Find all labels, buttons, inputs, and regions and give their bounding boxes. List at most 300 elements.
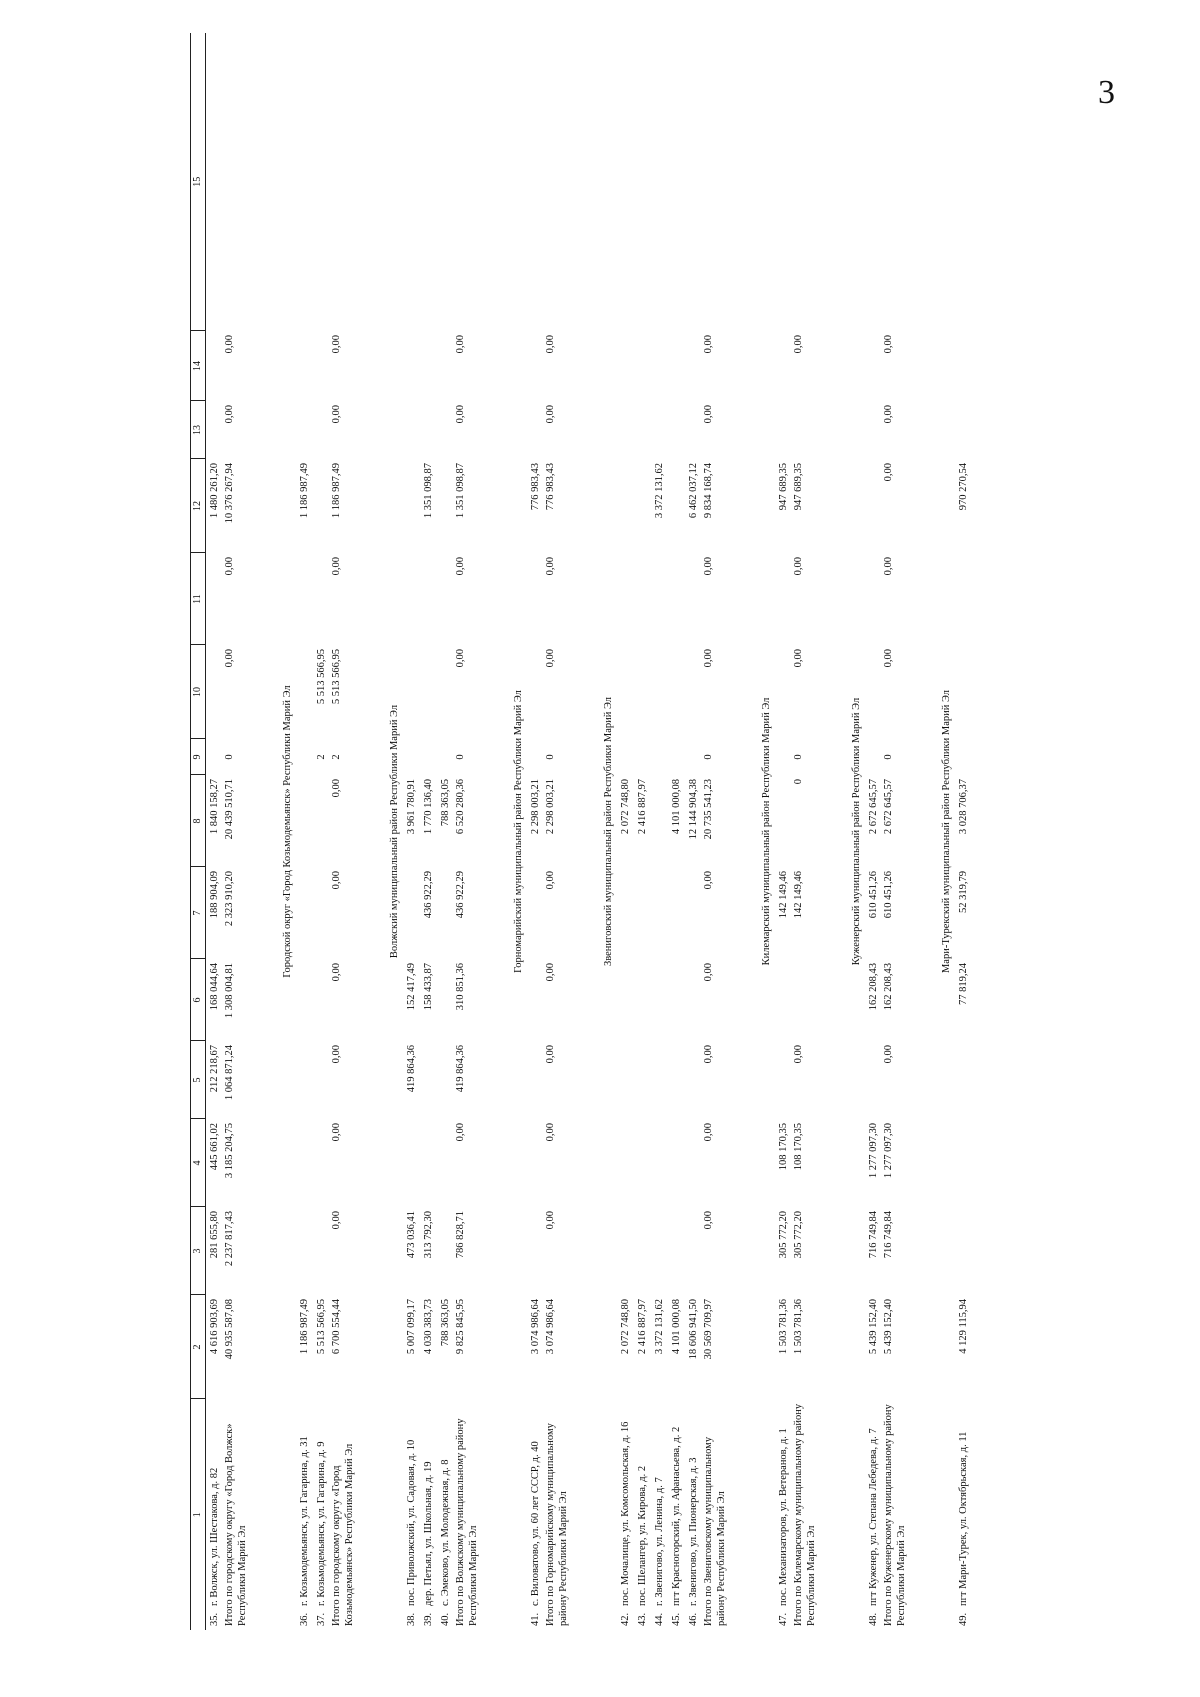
value-cell-c13: 947 689,35 — [778, 463, 789, 511]
value-cell-c11: 5 513 566,95 — [331, 649, 342, 705]
value-cell-c6 — [617, 1041, 634, 1119]
column-header: 10 — [191, 645, 206, 739]
address-group — [296, 1399, 313, 1630]
value-cell-c6 — [527, 1041, 544, 1119]
value-cell-c8 — [685, 867, 702, 959]
value-cell-c9: 1 770 136,40 — [423, 779, 434, 835]
value-cell-c11: 0,00 — [455, 649, 466, 668]
address-cell: г. Козьмодемьянск, ул. Гагарина, д. 31 — [299, 1436, 310, 1606]
value-cell-c4 — [527, 1207, 544, 1295]
value-cell-c12 — [296, 553, 313, 645]
value-cell-c9 — [775, 775, 792, 867]
value-cell-c7 — [313, 959, 330, 1041]
value-cell-c14: 0,00 — [331, 405, 342, 424]
value-cell-c13: 776 983,43 — [530, 463, 541, 511]
value-cell-c6 — [668, 1041, 685, 1119]
total-row — [544, 33, 594, 1630]
value-cell-c10 — [296, 739, 313, 775]
section-header-row — [752, 33, 775, 1630]
value-cell-c8: 52 319,79 — [958, 871, 969, 913]
value-cell-c5: 108 170,35 — [778, 1123, 789, 1171]
value-cell-c12 — [420, 553, 437, 645]
address-group — [685, 1399, 702, 1630]
value-cell-c9: 788 363,05 — [440, 779, 451, 827]
row-number: 46. — [688, 1612, 699, 1626]
value-cell-c12: 0,00 — [703, 557, 714, 576]
row-number: 35. — [209, 1612, 220, 1626]
table-row — [775, 33, 792, 1630]
value-cell-c15 — [685, 331, 702, 401]
value-cell-c3: 2 416 887,97 — [637, 1299, 648, 1355]
value-cell-c15: 0,00 — [455, 335, 466, 354]
value-cell-c11 — [668, 645, 685, 739]
value-cell-c8 — [437, 867, 454, 959]
section-title: Куженерский муниципальный район Республики Марий Эл — [851, 697, 862, 966]
table-row — [617, 33, 634, 1630]
value-cell-c8 — [617, 867, 634, 959]
value-cell-c12: 0,00 — [793, 557, 804, 576]
row-number: 41. — [530, 1612, 541, 1626]
value-cell-c9: 2 672 645,57 — [868, 779, 879, 835]
value-cell-c3: 6 700 554,44 — [331, 1299, 342, 1355]
column-header: 9 — [191, 739, 206, 775]
value-cell-c14: 0,00 — [883, 405, 894, 424]
row-number: 43. — [637, 1612, 648, 1626]
value-cell-c7 — [617, 959, 634, 1041]
value-cell-c3: 5 007 099,17 — [406, 1299, 417, 1355]
table-row — [403, 33, 420, 1630]
row-number: 48. — [868, 1612, 879, 1626]
value-cell-c4 — [651, 1207, 668, 1295]
value-cell-c5 — [437, 1119, 454, 1207]
value-cell-c11: 0,00 — [224, 649, 235, 668]
value-cell-c6 — [955, 1041, 972, 1119]
value-cell-c3: 3 074 986,64 — [530, 1299, 541, 1355]
value-cell-c6 — [685, 1041, 702, 1119]
value-cell-c3: 3 074 986,64 — [545, 1299, 556, 1355]
value-cell-c13: 947 689,35 — [793, 463, 804, 511]
value-cell-c6 — [651, 1041, 668, 1119]
row-number: 40. — [440, 1612, 451, 1626]
value-cell-c7: 152 417,49 — [406, 963, 417, 1011]
value-cell-c7 — [792, 959, 842, 1041]
section-title: Звениговский муниципальный район Республики Марий Эл — [603, 696, 614, 967]
column-header: 11 — [191, 553, 206, 645]
value-cell-c7: 158 433,87 — [423, 963, 434, 1011]
value-cell-c3: 5 513 566,95 — [316, 1299, 327, 1355]
value-cell-c5: 3 185 204,75 — [224, 1123, 235, 1179]
address-group — [955, 1399, 972, 1630]
column-header: 8 — [191, 775, 206, 867]
value-cell-c14 — [955, 401, 972, 459]
address-group — [865, 1399, 882, 1630]
table-row — [527, 33, 544, 1630]
value-cell-c3: 2 072 748,80 — [620, 1299, 631, 1355]
total-label: Итого по городскому округу «Город Волжск» Республики Марий Эл — [224, 1423, 248, 1626]
value-cell-c14 — [617, 401, 634, 459]
total-label: Итого по Килемарскому муниципальному району Республики Марий Эл — [793, 1403, 817, 1626]
value-cell-c4: 716 749,84 — [883, 1211, 894, 1259]
value-cell-c10 — [668, 739, 685, 775]
value-cell-c10 — [634, 739, 651, 775]
value-cell-c10 — [206, 739, 224, 775]
address-group — [403, 1399, 420, 1630]
address-cell: г. Звенигово, ул. Пионерская, д. 3 — [688, 1457, 699, 1606]
value-cell-c12 — [865, 553, 882, 645]
value-cell-c8: 188 904,09 — [209, 871, 220, 919]
address-cell: пгт Мари-Турек, ул. Октябрьская, д. 11 — [958, 1431, 969, 1606]
value-cell-c14 — [634, 401, 651, 459]
value-cell-c9: 20 439 510,71 — [224, 779, 235, 840]
value-cell-c4: 313 792,30 — [423, 1211, 434, 1259]
value-cell-c6 — [437, 1041, 454, 1119]
value-cell-c4: 786 828,71 — [455, 1211, 466, 1259]
address-cell: г. Звенигово, ул. Ленина, д. 7 — [654, 1477, 665, 1606]
value-cell-c10 — [420, 739, 437, 775]
value-cell-c4: 0,00 — [545, 1211, 556, 1230]
value-cell-c4 — [668, 1207, 685, 1295]
value-cell-c6: 419 864,36 — [406, 1045, 417, 1093]
header-row — [191, 33, 206, 1630]
address-cell: с. Виловатово, ул. 60 лет СССР, д. 40 — [530, 1441, 541, 1606]
table-row — [206, 33, 224, 1630]
value-cell-c4 — [296, 1207, 313, 1295]
value-cell-c15 — [206, 331, 224, 401]
value-cell-c9: 2 672 645,57 — [883, 779, 894, 835]
value-cell-c12: 0,00 — [455, 557, 466, 576]
value-cell-c15 — [296, 331, 313, 401]
value-cell-c14 — [527, 401, 544, 459]
value-cell-c4: 281 655,80 — [209, 1211, 220, 1259]
value-cell-c14: 0,00 — [703, 405, 714, 424]
value-cell-c3: 1 186 987,49 — [299, 1299, 310, 1355]
address-cell: пос. Механизаторов, ул. Ветеранов, д. 1 — [778, 1428, 789, 1606]
value-cell-c5: 1 277 097,30 — [883, 1123, 894, 1179]
value-cell-c10: 2 — [316, 754, 327, 760]
value-cell-c3: 1 503 781,36 — [793, 1299, 804, 1355]
value-cell-c6 — [775, 1041, 792, 1119]
value-cell-c12 — [955, 553, 972, 645]
value-cell-c8 — [403, 867, 420, 959]
value-cell-c11 — [403, 645, 420, 739]
address-group — [420, 1399, 437, 1630]
value-cell-c11 — [651, 645, 668, 739]
value-cell-c12 — [527, 553, 544, 645]
section-title: Горномарийский муниципальный район Республики Марий Эл — [513, 690, 524, 973]
section-title: Килемарский муниципальный район Республики Марий Эл — [761, 697, 772, 966]
value-cell-c11 — [437, 645, 454, 739]
value-cell-c6: 212 218,67 — [209, 1045, 220, 1093]
table-row — [651, 33, 668, 1630]
value-cell-c7 — [685, 959, 702, 1041]
value-cell-c11 — [955, 645, 972, 739]
column-header: 4 — [191, 1119, 206, 1207]
value-cell-c12: 0,00 — [883, 557, 894, 576]
value-cell-c3: 30 569 709,97 — [703, 1299, 714, 1360]
section-header-row — [273, 33, 296, 1630]
value-cell-c6 — [865, 1041, 882, 1119]
value-cell-c7: 168 044,64 — [209, 963, 220, 1011]
value-cell-c11 — [206, 645, 224, 739]
value-cell-c15 — [865, 331, 882, 401]
value-cell-c8: 2 323 910,20 — [224, 871, 235, 927]
row-number: 47. — [778, 1612, 789, 1626]
value-cell-c12 — [617, 553, 634, 645]
value-cell-c7: 162 208,43 — [883, 963, 894, 1011]
table-row — [634, 33, 651, 1630]
value-cell-c9: 3 961 780,91 — [406, 779, 417, 835]
value-cell-c8 — [668, 867, 685, 959]
table-row — [685, 33, 702, 1630]
section-header-row — [842, 33, 865, 1630]
value-cell-c14 — [792, 401, 842, 459]
value-cell-c4: 0,00 — [331, 1211, 342, 1230]
value-cell-c9: 6 520 280,36 — [455, 779, 466, 835]
value-cell-c14 — [420, 401, 437, 459]
address-cell: пос. Шелангер, ул. Кирова, д. 2 — [637, 1465, 648, 1606]
value-cell-c15 — [651, 331, 668, 401]
value-cell-c3: 1 503 781,36 — [778, 1299, 789, 1355]
value-cell-c9: 4 101 000,08 — [671, 779, 682, 835]
value-cell-c15: 0,00 — [224, 335, 235, 354]
section-title: Мари-Турекский муниципальный район Республики Марий Эл — [941, 689, 952, 974]
value-cell-c12 — [437, 553, 454, 645]
value-cell-c15 — [634, 331, 651, 401]
value-cell-c11 — [527, 645, 544, 739]
value-cell-c10: 0 — [793, 754, 804, 760]
address-group — [651, 1399, 668, 1630]
value-cell-c4: 0,00 — [703, 1211, 714, 1230]
value-cell-c6 — [420, 1041, 437, 1119]
value-cell-c5: 1 277 097,30 — [868, 1123, 879, 1179]
value-cell-c14 — [865, 401, 882, 459]
value-cell-c11: 0,00 — [703, 649, 714, 668]
value-cell-c5 — [617, 1119, 634, 1207]
value-cell-c8: 436 922,29 — [455, 871, 466, 919]
value-cell-c13 — [437, 459, 454, 553]
value-cell-c13: 1 186 987,49 — [331, 463, 342, 519]
value-cell-c4 — [634, 1207, 651, 1295]
value-cell-c13: 3 372 131,62 — [654, 463, 665, 519]
address-cell: г. Волжск, ул. Шестакова, д. 82 — [209, 1467, 220, 1606]
value-cell-c13: 1 351 098,87 — [423, 463, 434, 519]
value-cell-c9: 3 028 706,37 — [958, 779, 969, 835]
value-cell-c4: 305 772,20 — [778, 1211, 789, 1259]
value-cell-c15 — [775, 331, 792, 401]
value-cell-c10 — [403, 739, 420, 775]
value-cell-c4 — [617, 1207, 634, 1295]
section-header-row — [594, 33, 617, 1630]
column-header: 7 — [191, 867, 206, 959]
address-group — [206, 1399, 224, 1630]
value-cell-c10: 0 — [703, 754, 714, 760]
value-cell-c15 — [668, 331, 685, 401]
value-cell-c12: 0,00 — [224, 557, 235, 576]
value-cell-c9 — [296, 775, 313, 867]
value-cell-c10: 0 — [883, 754, 894, 760]
value-cell-c13: 9 834 168,74 — [703, 463, 714, 519]
address-group — [668, 1399, 685, 1630]
value-cell-c5: 108 170,35 — [793, 1123, 804, 1171]
value-cell-c4: 305 772,20 — [793, 1211, 804, 1259]
value-cell-c14: 0,00 — [545, 405, 556, 424]
value-cell-c9: 2 298 003,21 — [545, 779, 556, 835]
value-cell-c10 — [527, 739, 544, 775]
total-label: Итого по Горномарийскому муниципальному району Республики Марий Эл — [545, 1423, 569, 1626]
value-cell-c8: 142 149,46 — [793, 871, 804, 919]
row-number: 44. — [654, 1612, 665, 1626]
value-cell-c13 — [634, 459, 651, 553]
column-header: 14 — [191, 331, 206, 401]
value-cell-c3: 3 372 131,62 — [654, 1299, 665, 1355]
section-header-row — [932, 33, 955, 1630]
value-cell-c8: 142 149,46 — [778, 871, 789, 919]
value-cell-c15: 0,00 — [793, 335, 804, 354]
value-cell-c8 — [634, 867, 651, 959]
value-cell-c6: 1 064 871,24 — [224, 1045, 235, 1101]
value-cell-c5 — [403, 1119, 420, 1207]
value-cell-c5 — [527, 1119, 544, 1207]
value-cell-c11 — [420, 645, 437, 739]
value-cell-c8: 0,00 — [703, 871, 714, 890]
value-cell-c5 — [313, 1119, 330, 1207]
value-cell-c7: 1 308 004,81 — [224, 963, 235, 1019]
column-header: 2 — [191, 1295, 206, 1399]
column-header: 3 — [191, 1207, 206, 1295]
value-cell-c9: 12 144 904,38 — [688, 779, 699, 840]
value-cell-c11 — [617, 645, 634, 739]
value-cell-c13: 776 983,43 — [545, 463, 556, 511]
value-cell-c3: 4 616 903,69 — [209, 1299, 220, 1355]
value-cell-c13 — [403, 459, 420, 553]
row-number: 36. — [299, 1612, 310, 1626]
value-cell-c14 — [296, 401, 313, 459]
table-row — [955, 33, 972, 1630]
value-cell-c5: 0,00 — [455, 1123, 466, 1142]
address-group — [775, 1399, 792, 1630]
value-cell-c7 — [527, 959, 544, 1041]
value-cell-c15 — [617, 331, 634, 401]
value-cell-c6 — [296, 1041, 313, 1119]
value-cell-c4 — [313, 1207, 330, 1295]
value-cell-c12 — [651, 553, 668, 645]
value-cell-c12: 0,00 — [331, 557, 342, 576]
value-cell-c13: 1 351 098,87 — [455, 463, 466, 519]
address-group — [617, 1399, 634, 1630]
value-cell-c3: 4 030 383,73 — [423, 1299, 434, 1355]
address-group — [527, 1399, 544, 1630]
address-cell: пгт Красногорский, ул. Афанасьева, д. 2 — [671, 1426, 682, 1606]
value-cell-c7: 310 851,36 — [455, 963, 466, 1011]
value-cell-c15 — [403, 331, 420, 401]
value-cell-c9: 20 735 541,23 — [703, 779, 714, 840]
value-cell-c9: 0 — [793, 779, 804, 785]
column-header: 5 — [191, 1041, 206, 1119]
value-cell-c13: 0,00 — [883, 463, 894, 482]
row-number: 45. — [671, 1612, 682, 1626]
value-cell-c8 — [651, 867, 668, 959]
address-group — [634, 1399, 651, 1630]
value-cell-c12: 0,00 — [545, 557, 556, 576]
table-row — [313, 33, 330, 1630]
value-cell-c14 — [313, 401, 330, 459]
value-cell-c9 — [651, 775, 668, 867]
value-cell-c6: 0,00 — [793, 1045, 804, 1064]
value-cell-c14 — [775, 401, 792, 459]
value-cell-c6: 419 864,36 — [455, 1045, 466, 1093]
total-row — [792, 33, 842, 1630]
value-cell-c15: 0,00 — [331, 335, 342, 354]
value-cell-c4: 473 036,41 — [406, 1211, 417, 1259]
column-header: 6 — [191, 959, 206, 1041]
row-number: 38. — [406, 1612, 417, 1626]
value-cell-c12 — [206, 553, 224, 645]
value-cell-c10 — [955, 739, 972, 775]
value-cell-c3: 4 101 000,08 — [671, 1299, 682, 1355]
value-cell-c13: 6 462 037,12 — [688, 463, 699, 519]
value-cell-c10: 2 — [331, 754, 342, 760]
value-cell-c12 — [685, 553, 702, 645]
value-cell-c8: 610 451,26 — [868, 871, 879, 919]
value-cell-c14 — [403, 401, 420, 459]
column-header: 1 — [191, 1399, 206, 1630]
value-cell-c9 — [313, 775, 330, 867]
value-cell-c4: 716 749,84 — [868, 1211, 879, 1259]
value-cell-c7 — [296, 959, 313, 1041]
value-cell-c12 — [634, 553, 651, 645]
value-cell-c11 — [634, 645, 651, 739]
value-cell-c10: 0 — [224, 754, 235, 760]
value-cell-c4 — [955, 1207, 972, 1295]
value-cell-c15: 0,00 — [545, 335, 556, 354]
value-cell-c9: 1 840 158,27 — [209, 779, 220, 835]
value-cell-c13: 1 480 261,20 — [209, 463, 220, 519]
value-cell-c15 — [313, 331, 330, 401]
value-cell-c14 — [437, 401, 454, 459]
total-label: Итого по Волжскому муниципальному району Республики Марий Эл — [455, 1418, 479, 1626]
total-row — [702, 33, 752, 1630]
value-cell-c5 — [685, 1119, 702, 1207]
value-cell-c13: 970 270,54 — [958, 463, 969, 511]
cost-table — [190, 33, 972, 1630]
table-row — [296, 33, 313, 1630]
value-cell-c3: 788 363,05 — [440, 1299, 451, 1347]
value-cell-c5: 0,00 — [331, 1123, 342, 1142]
value-cell-c11: 0,00 — [545, 649, 556, 668]
value-cell-c13 — [617, 459, 634, 553]
value-cell-c6: 0,00 — [545, 1045, 556, 1064]
table-row — [865, 33, 882, 1630]
value-cell-c12 — [403, 553, 420, 645]
address-cell: пос. Приволжский, ул. Садовая, д. 10 — [406, 1439, 417, 1606]
value-cell-c5 — [651, 1119, 668, 1207]
value-cell-c4: 2 237 817,43 — [224, 1211, 235, 1267]
value-cell-c14: 0,00 — [455, 405, 466, 424]
value-cell-c8: 610 451,26 — [883, 871, 894, 919]
total-row — [882, 33, 932, 1630]
value-cell-c10 — [617, 739, 634, 775]
value-cell-c5: 0,00 — [703, 1123, 714, 1142]
value-cell-c10: 0 — [545, 754, 556, 760]
value-cell-c13: 10 376 267,94 — [224, 463, 235, 524]
value-cell-c12 — [313, 553, 330, 645]
table-body — [191, 33, 973, 1630]
value-cell-c5 — [955, 1119, 972, 1207]
address-cell: с. Эмеково, ул. Молодежная, д. 8 — [440, 1459, 451, 1606]
value-cell-c11: 0,00 — [883, 649, 894, 668]
value-cell-c14 — [206, 401, 224, 459]
value-cell-c5 — [668, 1119, 685, 1207]
